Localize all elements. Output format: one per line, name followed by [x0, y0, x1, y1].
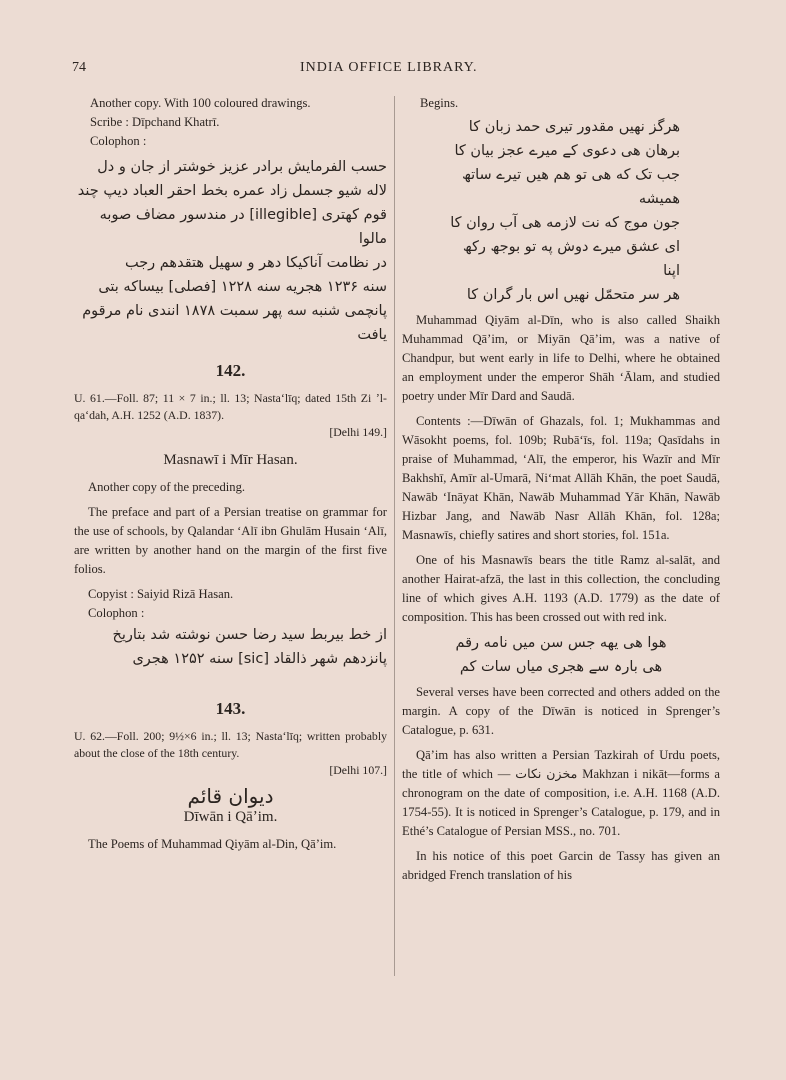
- entry-ref: [Delhi 149.]: [329, 425, 387, 439]
- entry-paragraph: The Poems of Muhammad Qiyām al-Din, Qāʼim.: [88, 837, 337, 851]
- opening-verses: [442, 115, 680, 307]
- verse-line: جب تک که هی تو هم هیں تیرے ساتھ همیشه: [461, 167, 680, 207]
- entry-number: 142.: [215, 361, 246, 380]
- paragraph: Qāʼim has also written a Persian Tazkirah of Urdu poets, the title of which — مخزن نکات Makhzan i nikāt—forms a chronogram on the date of composition, i.e. A.H. 1168 (A.D. 1754-55). It is noticed in Sprenger’s Catalogue, p. 179, and in Ethé’s Catalogue of Persian MSS., no. 701.: [402, 748, 720, 838]
- colophon-line: لاله شیو جسمل زاد عمره بخط احقر العباد دیپ چند: [77, 183, 387, 199]
- colophon-line: از خط بیربط سید رضا حسن نوشته شد بتاریخ: [112, 627, 387, 643]
- entry-title: Dīwān i Qāʼim.: [183, 809, 278, 825]
- colophon-line: پانزدهم شهر ذالقاد [sic] سنه ۱۲۵۲ هجری: [132, 651, 387, 667]
- paragraph: One of his Masnawīs bears the title Ramz al-salāt, and another Hairat-afzā, the last in this collection, the concluding line of which gives A.H. 1193 (A.D. 1779) as the date of composition. This has been crossed out with red ink.: [402, 553, 720, 624]
- verse-line: برهان هی دعوی کے میرے عجز بیان کا: [454, 143, 680, 159]
- entry-meta: U. 61.—Foll. 87; 11 × 7 in.; ll. 13; Nastaʻlīq; dated 15th Zi ʼl-qaʻdah, A.H. 1252 (A.D. 1837).: [74, 391, 387, 422]
- colophon-line: قوم کهتری [illegible] در مندسور مضاف صوبه مالوا: [99, 207, 387, 247]
- entry-ref: [Delhi 107.]: [329, 763, 387, 777]
- paragraph: Contents :—Dīwān of Ghazals, fol. 1; Mukhammas and Wāsokht poems, fol. 109b; Rubāʻīs, fol. 119a; Qasīdahs in praise of Muhammad, ʻAlī, the emperor, his Wazīr and Mīr Bakhshī, Amīr al-Umarā, Niʻmat Allāh Khān, the poet Saudā, Nawāb ʻInāyat Khān, Nawāb Muhammad Yār Khān, Nawāb Hizbar Jang, and Nawāb Nasr Allāh Khān, fol. 128a; Masnawīs, chiefly satires and short stories, fol. 151a.: [402, 414, 720, 542]
- running-title: INDIA OFFICE LIBRARY.: [300, 60, 478, 75]
- begins-label: Begins.: [420, 96, 459, 110]
- left-column: [74, 94, 387, 854]
- verse-line: هرگز نهیں مقدور تیری حمد زبان کا: [468, 119, 680, 135]
- copy-note: Another copy. With 100 coloured drawings.: [90, 96, 311, 110]
- colophon-line: سنه ۱۲۳۶ هجریه سنه ۱۲۲۸ [فصلی] بیساکه بتی: [98, 279, 387, 295]
- verse-line: هوا هی یهه جس سن میں نامه رقم: [455, 635, 667, 651]
- page-number: 74: [72, 60, 86, 75]
- colophon-label: Colophon :: [90, 134, 147, 148]
- right-column: [402, 94, 720, 885]
- closing-verses: [402, 631, 720, 679]
- entry-number: 143.: [215, 699, 246, 718]
- copyist-line: Copyist : Saiyid Rizā Hasan.: [88, 587, 234, 601]
- colophon-line: در نظامت آناکیکا دهر و سهیل هتقدهم رجب: [124, 255, 387, 271]
- entry-arabic-title: دیوان قائم: [187, 784, 274, 808]
- paragraph: In his notice of this poet Garcin de Tassy has given an abridged French translation of his: [402, 849, 720, 882]
- colophon-line: یافت: [357, 327, 387, 343]
- paragraph: Several verses have been corrected and others added on the margin. A copy of the Dīwān is noticed in Sprenger’s Catalogue, p. 631.: [402, 685, 720, 737]
- entry-title: Masnawī i Mīr Hasan.: [163, 452, 298, 468]
- verse-line: هر سر متحمّل نهیں اس بار گران کا: [466, 287, 680, 303]
- entry-paragraph: The preface and part of a Persian treatise on grammar for the use of schools, by Qalandar ʻAlī ibn Ghulām Husain ʻAlī, are written by another hand on the margin of the first five folios.: [74, 505, 387, 576]
- colophon-label: Colophon :: [88, 606, 145, 620]
- verse-line: ای عشق میرے دوش په تو بوجھ رکھ اپنا: [462, 239, 680, 279]
- entry-paragraph: Another copy of the preceding.: [88, 480, 246, 494]
- scribe-line: Scribe : Dīpchand Khatrī.: [90, 115, 220, 129]
- paragraph: Muhammad Qiyām al-Dīn, who is also called Shaikh Muhammad Qāʼim, or Miyān Qāʼim, was a native of Chandpur, but went early in life to Delhi, where he obtained an employment under the emperor Shāh ʻĀlam, and studied poetry under Mīr Dard and Saudā.: [402, 313, 720, 403]
- verse-line: هی بارہ سے هجری میاں سات کم: [459, 659, 663, 675]
- verse-line: جون موج که نت لازمه هی آب روان کا: [450, 215, 680, 231]
- colophon-line: پانچمی شنبه سه پهر سمبت ۱۸۷۸ انندی نام مرقوم: [82, 303, 387, 319]
- column-divider: [394, 96, 395, 976]
- entry-meta: U. 62.—Foll. 200; 9½×6 in.; ll. 13; Nastaʻlīq; written probably about the close of the 18th century.: [74, 729, 387, 760]
- colophon-text: [74, 623, 387, 671]
- colophon-text: [74, 155, 387, 347]
- colophon-line: حسب الفرمایش برادر عزیز خوشتر از جان و دل: [97, 159, 387, 175]
